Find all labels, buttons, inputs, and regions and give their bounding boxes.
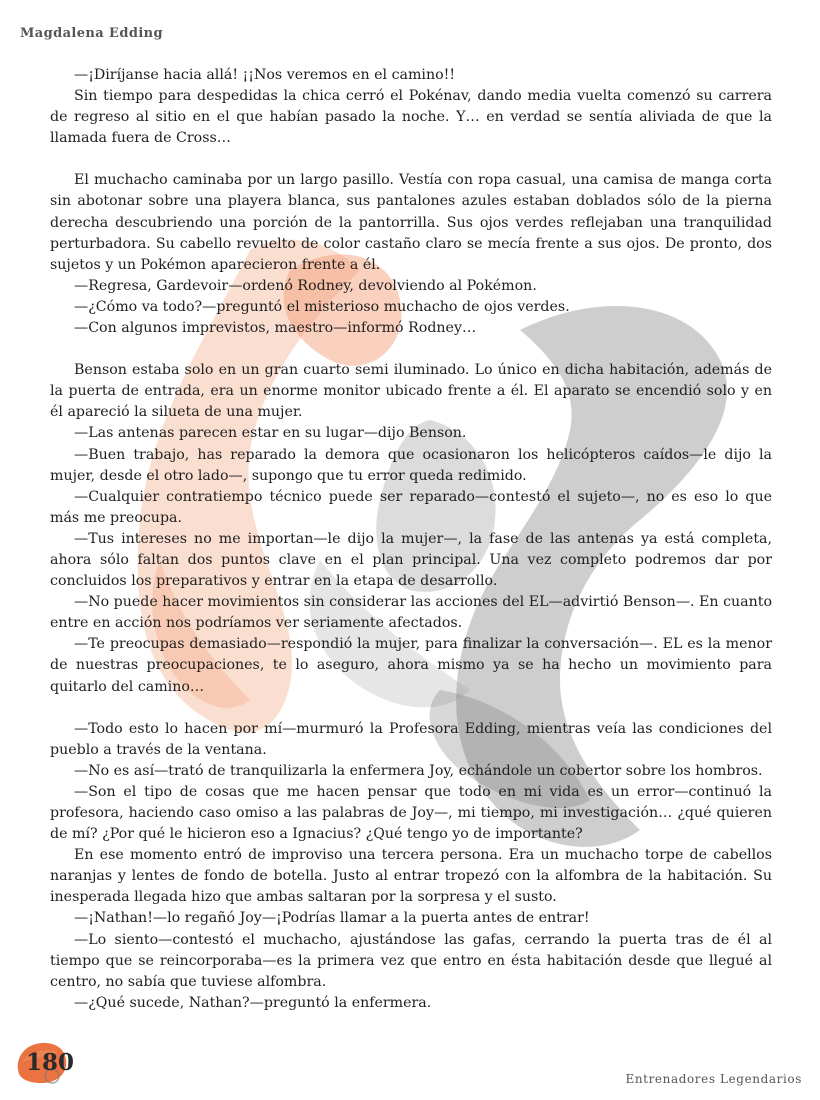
paragraph: Sin tiempo para despedidas la chica cerró el Pokénav, dando media vuelta comenzó su carrera de regreso al sitio en el que habían pasado la noche. Y… en verdad se sentía aliviada de que la llamada fuera de Cross…: [50, 88, 772, 147]
paragraph: —Con algunos imprevistos, maestro—informó Rodney…: [74, 320, 477, 337]
paragraph: —Son el tipo de cosas que me hacen pensar que todo en mi vida es un error—continuó la profesora, haciendo caso omiso a las palabras de Joy—, mi tiempo, mi investigación… ¿qué quieren de mí? ¿Por qué le hicieron eso a Ignacius? ¿Qué tengo yo de importante?: [50, 783, 772, 843]
paragraph: —Cualquier contratiempo técnico puede ser reparado—contestó el sujeto—, no es eso lo que más me preocupa.: [50, 488, 772, 526]
paragraph: —Regresa, Gardevoir—ordenó Rodney, devolviendo al Pokémon.: [74, 277, 537, 294]
paragraph: —Todo esto lo hacen por mí—murmuró la Profesora Edding, mientras veía las condiciones del pueblo a través de la ventana.: [50, 720, 772, 758]
page-number: 180: [26, 1049, 75, 1076]
paragraph: —Buen trabajo, has reparado la demora que ocasionaron los helicópteros caídos—le dijo la mujer, desde el otro lado—, supongo que tu error queda redimido.: [50, 446, 772, 484]
paragraph: Benson estaba solo en un gran cuarto semi iluminado. Lo único en dicha habitación, además de la puerta de entrada, era un enorme monitor ubicado frente a él. El aparato se encendió solo y en él apareció la silueta de una mujer.: [50, 362, 772, 421]
page-number-badge: [14, 1040, 75, 1086]
paragraph: —Te preocupas demasiado—respondió la mujer, para finalizar la conversación—. EL es la menor de nuestras preocupaciones, te lo aseguro, ahora mismo ya se ha hecho un movimiento para quitarlo del camino…: [50, 636, 772, 695]
header-author-name: Magdalena Edding: [20, 26, 163, 41]
paragraph: —¡Diríjanse hacia allá! ¡¡Nos veremos en el camino!!: [74, 67, 456, 83]
paragraph: —No es así—trató de tranquilizarla la enfermera Joy, echándole un cobertor sobre los hombros.: [74, 762, 763, 779]
chapter-body-text: [50, 65, 772, 1014]
paragraph: El muchacho caminaba por un largo pasillo. Vestía con ropa casual, una camisa de manga corta sin abotonar sobre una playera blanca, sus pantalones azules estaban doblados sólo de la pierna derecha descubriendo una porción de la pantorrilla. Sus ojos verdes reflejaban una tranquilidad perturbadora. Su cabello revuelto de color castaño claro se mecía frente a sus ojos. De pronto, dos sujetos y un Pokémon aparecieron frente a él.: [50, 172, 772, 273]
paragraph: —No puede hacer movimientos sin considerar las acciones del EL—advirtió Benson—. En cuanto entre en acción nos podríamos ver seriamente afectados.: [50, 594, 772, 632]
paragraph: —Las antenas parecen estar en su lugar—dijo Benson.: [74, 425, 467, 442]
footer-book-title: Entrenadores Legendarios: [625, 1072, 802, 1086]
paragraph: En ese momento entró de improviso una tercera persona. Era un muchacho torpe de cabellos naranjas y lentes de fondo de botella. Justo al entrar tropezó con la alfombra de la habitación. Su inesperada llegada hizo que ambas saltaran por la sorpresa y el susto.: [50, 847, 772, 906]
paragraph: —¿Cómo va todo?—preguntó el misterioso muchacho de ojos verdes.: [74, 298, 570, 315]
paragraph: —¡Nathan!—lo regañó Joy—¡Podrías llamar a la puerta antes de entrar!: [74, 910, 590, 927]
paragraph: —¿Qué sucede, Nathan?—preguntó la enfermera.: [74, 994, 432, 1011]
paragraph: —Tus intereses no me importan—le dijo la mujer—, la fase de las antenas ya está completa, ahora sólo faltan dos puntos clave en el plan principal. Una vez completo podremos dar por concluidos los preparativos y entrar en la etapa de desarrollo.: [50, 530, 772, 590]
paragraph: —Lo siento—contestó el muchacho, ajustándose las gafas, cerrando la puerta tras de él al tiempo que se reincorporaba—es la primera vez que entro en ésta habitación desde que llegué al centro, no sabía que tuviese alfombra.: [50, 931, 772, 990]
